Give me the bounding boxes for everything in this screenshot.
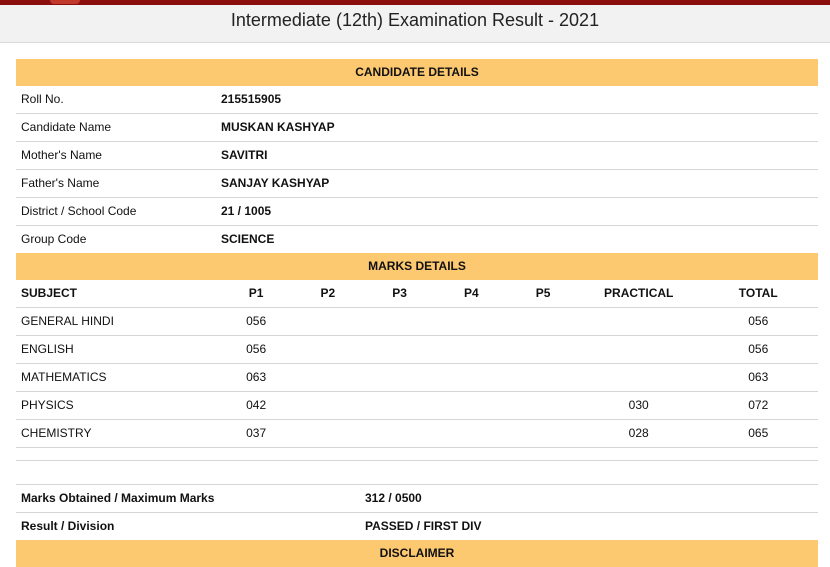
disclaimer-header: DISCLAIMER	[16, 540, 818, 567]
subject-name: PHYSICS	[21, 398, 74, 412]
col-p3: P3	[392, 286, 407, 300]
p2-mark	[292, 308, 364, 335]
p3-mark	[364, 420, 436, 447]
p1-mark: 063	[246, 370, 267, 384]
subject-name: ENGLISH	[21, 342, 74, 356]
page-title: Intermediate (12th) Examination Result - 2021	[230, 10, 600, 30]
col-subject: SUBJECT	[21, 286, 78, 300]
p3-mark	[364, 392, 436, 419]
marks-details-header: MARKS DETAILS	[16, 253, 818, 280]
father-name-label: Father's Name	[21, 176, 100, 190]
candidate-name-label: Candidate Name	[21, 120, 112, 134]
total-mark: 063	[748, 370, 769, 384]
col-p2: P2	[320, 286, 336, 300]
result-division-value: PASSED / FIRST DIV	[365, 519, 482, 533]
father-name-value: SANJAY KASHYAP	[221, 176, 330, 190]
candidate-row-name	[16, 114, 818, 142]
practical-mark	[579, 364, 699, 391]
p5-mark	[507, 420, 579, 447]
p2-mark	[292, 336, 364, 363]
table-row	[16, 420, 818, 448]
col-p5: P5	[535, 286, 551, 300]
p4-mark	[435, 392, 507, 419]
practical-mark	[579, 308, 699, 335]
p4-mark	[435, 420, 507, 447]
p2-mark	[292, 420, 364, 447]
candidate-row-roll-no	[16, 86, 818, 114]
p5-mark	[507, 336, 579, 363]
marks-table-header	[16, 280, 818, 308]
candidate-row-father	[16, 170, 818, 198]
practical-mark: 030	[628, 398, 649, 412]
practical-mark: 028	[628, 426, 649, 440]
total-mark: 056	[748, 342, 769, 356]
result-card	[16, 59, 818, 567]
col-p4: P4	[463, 286, 479, 300]
group-code-value: SCIENCE	[221, 232, 275, 246]
empty-divider-row	[16, 448, 818, 461]
p2-mark	[292, 392, 364, 419]
p4-mark	[435, 364, 507, 391]
district-school-code-value: 21 / 1005	[221, 204, 272, 218]
col-practical: PRACTICAL	[604, 286, 674, 300]
table-row	[16, 392, 818, 420]
p1-mark: 056	[246, 342, 267, 356]
total-mark: 072	[748, 398, 769, 412]
col-p1: P1	[248, 286, 264, 300]
spacer	[16, 461, 818, 484]
marks-obtained-row	[16, 484, 818, 513]
candidate-details-header: CANDIDATE DETAILS	[16, 59, 818, 86]
page-header	[0, 5, 830, 43]
p1-mark: 056	[246, 314, 267, 328]
table-row	[16, 364, 818, 392]
p3-mark	[364, 308, 436, 335]
mother-name-label: Mother's Name	[21, 148, 102, 162]
group-code-label: Group Code	[21, 232, 87, 246]
roll-no-value: 215515905	[221, 92, 282, 106]
mother-name-value: SAVITRI	[221, 148, 268, 162]
p5-mark	[507, 392, 579, 419]
logo-icon	[50, 0, 80, 4]
subject-name: MATHEMATICS	[21, 370, 107, 384]
result-division-row	[16, 513, 818, 540]
result-division-label: Result / Division	[21, 519, 115, 533]
p3-mark	[364, 336, 436, 363]
p5-mark	[507, 308, 579, 335]
col-total: TOTAL	[738, 286, 778, 300]
total-mark: 056	[748, 314, 769, 328]
p4-mark	[435, 336, 507, 363]
p1-mark: 042	[246, 398, 267, 412]
roll-no-label: Roll No.	[21, 92, 64, 106]
subject-name: GENERAL HINDI	[21, 314, 114, 328]
district-school-code-label: District / School Code	[21, 204, 137, 218]
candidate-row-mother	[16, 142, 818, 170]
p1-mark: 037	[246, 426, 267, 440]
candidate-name-value: MUSKAN KASHYAP	[221, 120, 335, 134]
marks-obtained-value: 312 / 0500	[365, 491, 422, 505]
p5-mark	[507, 364, 579, 391]
p2-mark	[292, 364, 364, 391]
marks-obtained-label: Marks Obtained / Maximum Marks	[21, 491, 215, 505]
total-mark: 065	[748, 426, 769, 440]
subject-name: CHEMISTRY	[21, 426, 92, 440]
p3-mark	[364, 364, 436, 391]
p4-mark	[435, 308, 507, 335]
candidate-row-district	[16, 198, 818, 226]
candidate-row-group	[16, 226, 818, 253]
table-row	[16, 336, 818, 364]
practical-mark	[579, 336, 699, 363]
table-row	[16, 308, 818, 336]
